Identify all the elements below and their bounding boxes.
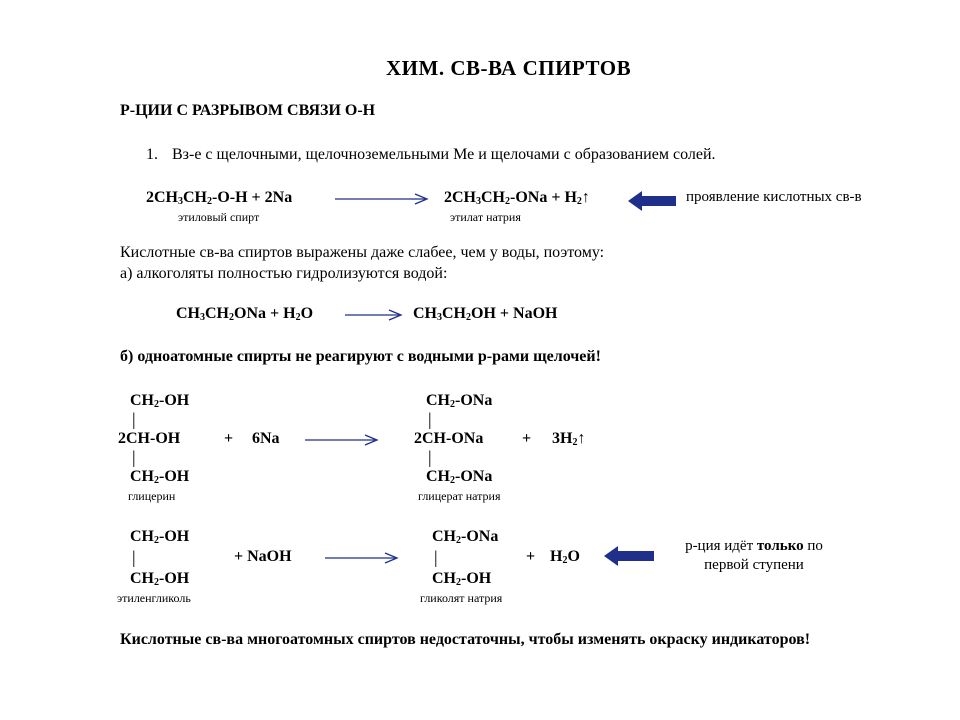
r3-left-label: глицерин <box>128 489 176 503</box>
conclusion: Кислотные св-ва многоатомных спиртов недостаточны, чтобы изменять окраску индикаторов! <box>120 631 811 648</box>
reaction1-left-label: этиловый спирт <box>178 210 260 224</box>
r4-right-bond: | <box>434 547 438 567</box>
reaction4-note-line1: р-ция идёт только по <box>685 538 823 554</box>
r4-plus: + <box>526 548 536 565</box>
pointer-arrow-left-1 <box>628 190 678 212</box>
r4-right-bottom: $CH_2-OH$ <box>432 570 492 588</box>
item1-number: 1. <box>146 146 158 163</box>
page-title: ХИМ. СВ-ВА СПИРТОВ <box>386 56 632 80</box>
reaction-arrow-4 <box>325 552 401 564</box>
paragraph-line1: Кислотные св-ва спиртов выражены даже слабее, чем у воды, поэтому: <box>120 244 605 261</box>
r3-right-label: глицерат натрия <box>418 489 501 503</box>
paragraph-line2: а) алкоголяты полностью гидролизуются водой: <box>120 265 448 282</box>
r3-reagent: 6Na <box>252 430 280 447</box>
r3-right-bottom: $CH_2$-ONa <box>426 468 493 486</box>
r3-left-bottom: $CH_2-OH$ <box>130 468 190 486</box>
r3-right-bond-bottom: | <box>428 447 432 467</box>
r3-product: $3H_2↑$ <box>552 430 586 448</box>
r3-right-mid: 2CH-ONa <box>414 430 484 447</box>
r3-plus1: + <box>224 430 234 447</box>
r3-left-top: $CH_2-OH$ <box>130 392 190 410</box>
pointer-arrow-left-2 <box>604 545 656 567</box>
reaction2-right: $CH_3CH_2OH$ + NaOH <box>413 305 558 323</box>
r3-right-top: $CH_2$-ONa <box>426 392 493 410</box>
reaction1-right-label: этилат натрия <box>450 210 521 224</box>
reaction1-left: $2CH_3CH_2-O-H + 2Na$ <box>146 189 293 207</box>
reaction-arrow-1 <box>335 193 431 205</box>
reaction1-note: проявление кислотных св-в <box>686 189 862 205</box>
point-b: б) одноатомные спирты не реагируют с водными р-рами щелочей! <box>120 348 601 365</box>
reaction4-note-line2: первой ступени <box>704 557 804 573</box>
r3-left-bond-bottom: | <box>132 447 136 467</box>
r3-right-bond-top: | <box>428 409 432 429</box>
r4-product: $H_2O$ <box>550 548 580 566</box>
r3-plus2: + <box>522 430 532 447</box>
reaction-arrow-2 <box>345 309 405 321</box>
reaction-arrow-3 <box>305 434 381 446</box>
r4-right-label: гликолят натрия <box>420 591 503 605</box>
section-heading: Р-ЦИИ С РАЗРЫВОМ СВЯЗИ О-Н <box>120 102 376 119</box>
reaction1-right: $2CH_3CH_2$-ONa + $H_2↑$ <box>444 189 590 207</box>
r4-right-top: $CH_2$-ONa <box>432 528 499 546</box>
r4-left-bottom: $CH_2-OH$ <box>130 570 190 588</box>
item1-text: Вз-е с щелочными, щелочноземельными Ме и щелочами с образованием солей. <box>172 146 716 163</box>
reaction2-left: $CH_3CH_2ONa + H_2O$ <box>176 305 314 323</box>
reaction4-note <box>660 537 848 575</box>
r4-reagent: + NaOH <box>234 548 292 565</box>
r3-left-mid: 2CH-OH <box>118 430 181 447</box>
r4-left-top: $CH_2-OH$ <box>130 528 190 546</box>
r4-left-bond: | <box>132 547 136 567</box>
r3-left-bond-top: | <box>132 409 136 429</box>
r4-left-label: этиленгликоль <box>117 591 191 605</box>
